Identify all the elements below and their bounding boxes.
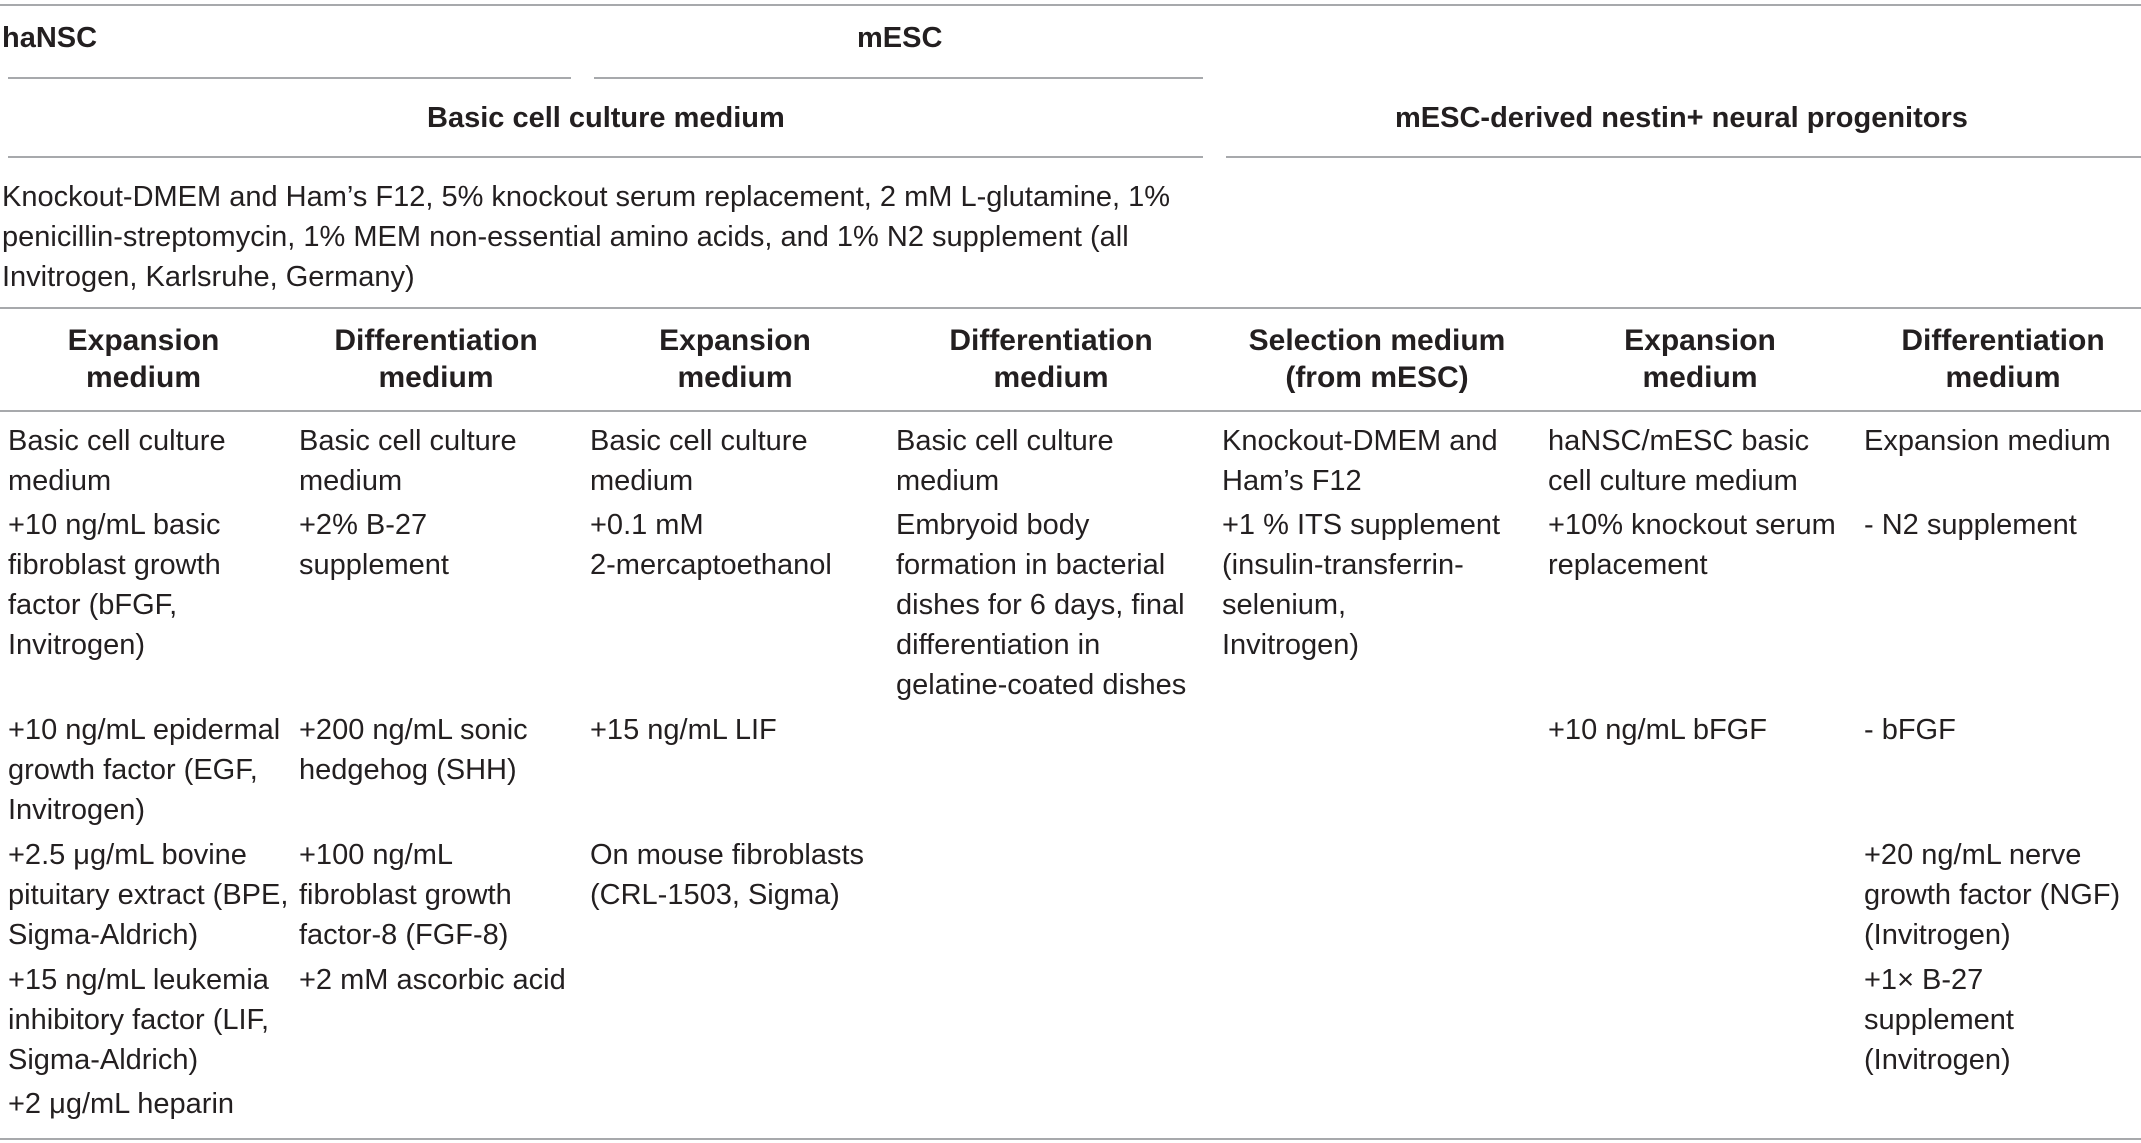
cell-line: (Invitrogen): [1864, 1044, 2011, 1076]
column-header-hansc-expansion: Expansion medium: [67, 324, 220, 394]
cell-line: +2 μg/mL heparin: [8, 1088, 235, 1120]
cell-line: +10 ng/mL epidermal: [8, 714, 281, 746]
progenitors-rule: [1226, 156, 2141, 158]
cell-line: fibroblast growth: [8, 549, 221, 581]
table-cell: [8, 710, 280, 830]
cell-line: Basic cell culture: [896, 425, 1114, 457]
cell-line: supplement: [299, 549, 449, 581]
table-cell: [8, 835, 288, 955]
table-cell: [1864, 960, 2014, 1080]
cell-line: Invitrogen): [1222, 629, 1360, 661]
cell-line: Embryoid body: [896, 509, 1090, 541]
cell-line: +2.5 μg/mL bovine: [8, 839, 247, 871]
cell-line: factor-8 (FGF-8): [299, 919, 509, 951]
table-cell: [8, 960, 269, 1080]
cell-line: +200 ng/mL sonic: [299, 714, 528, 746]
cell-line: +100 ng/mL: [299, 839, 453, 871]
mesc-header: mESC: [857, 22, 943, 54]
table-cell: [1548, 421, 1809, 501]
cell-line: Basic cell culture: [590, 425, 808, 457]
bottom-rule: [0, 1138, 2141, 1140]
cell-line: - N2 supplement: [1864, 509, 2077, 541]
cell-line: +15 ng/mL leukemia: [8, 964, 269, 996]
table-cell: [1864, 505, 2077, 545]
cell-line: medium: [590, 465, 694, 497]
column-header-selection: Selection medium (from mESC): [1248, 324, 1506, 394]
cell-line: supplement: [1864, 1004, 2014, 1036]
table-cell: [896, 505, 1186, 705]
cell-line: +2 mM ascorbic acid: [299, 964, 566, 996]
cell-line: medium: [8, 465, 112, 497]
cell-line: +10 ng/mL bFGF: [1548, 714, 1767, 746]
cell-line: growth factor (EGF,: [8, 754, 258, 786]
description-rule: [0, 307, 2141, 309]
cell-line: Invitrogen): [8, 629, 146, 661]
cell-line: inhibitory factor (LIF,: [8, 1004, 270, 1036]
table-cell: [1864, 710, 1956, 750]
description-line: Knockout-DMEM and Ham’s F12, 5% knockout serum replacement, 2 mM L-glutamine, 1%: [2, 181, 1171, 213]
cell-line: growth factor (NGF): [1864, 879, 2121, 911]
cell-line: +1× B-27: [1864, 964, 1984, 996]
cell-line: dishes for 6 days, final: [896, 589, 1185, 621]
cell-line: (CRL-1503, Sigma): [590, 879, 840, 911]
table-cell: [590, 835, 864, 915]
cell-line: +2% B-27: [299, 509, 428, 541]
cell-line: +1 % ITS supplement: [1222, 509, 1501, 541]
column-header-mesc-expansion: Expansion medium: [659, 324, 811, 394]
column-header-progenitor-differentiation: Differentiation medium: [1901, 324, 2105, 394]
cell-line: replacement: [1548, 549, 1708, 581]
table-cell: [590, 505, 832, 585]
description-line: Invitrogen, Karlsruhe, Germany): [2, 261, 415, 293]
cell-line: (insulin-transferrin-: [1222, 549, 1464, 581]
mesc-group-rule: [594, 77, 1203, 79]
cell-line: fibroblast growth: [299, 879, 512, 911]
hansc-group-rule: [8, 77, 571, 79]
column-header-hansc-differentiation: Differentiation medium: [334, 324, 538, 394]
table-cell: [1864, 421, 2111, 461]
cell-line: +10% knockout serum: [1548, 509, 1836, 541]
progenitors-header: mESC-derived nestin+ neural progenitors: [1395, 102, 1968, 134]
description-line: penicillin-streptomycin, 1% MEM non-essential amino acids, and 1% N2 supplement (all: [2, 221, 1129, 253]
cell-line: +20 ng/mL nerve: [1864, 839, 2082, 871]
cell-line: Ham’s F12: [1222, 465, 1362, 497]
cell-line: Expansion medium: [1864, 425, 2111, 457]
column-header-mesc-differentiation: Differentiation medium: [949, 324, 1153, 394]
cell-line: formation in bacterial: [896, 549, 1166, 581]
table-cell: [1548, 710, 1767, 750]
table-cell: [299, 960, 566, 1000]
table-cell: [896, 421, 1114, 501]
cell-line: +15 ng/mL LIF: [590, 714, 777, 746]
cell-line: factor (bFGF,: [8, 589, 178, 621]
cell-line: Sigma-Aldrich): [8, 919, 199, 951]
cell-line: (Invitrogen): [1864, 919, 2011, 951]
cell-line: Invitrogen): [8, 794, 146, 826]
cell-line: gelatine-coated dishes: [896, 669, 1187, 701]
cell-line: differentiation in: [896, 629, 1101, 661]
column-header-progenitor-expansion: Expansion medium: [1624, 324, 1776, 394]
cell-line: pituitary extract (BPE,: [8, 879, 289, 911]
cell-line: - bFGF: [1864, 714, 1956, 746]
cell-line: Sigma-Aldrich): [8, 1044, 199, 1076]
cell-line: medium: [896, 465, 1000, 497]
cell-line: On mouse fibroblasts: [590, 839, 865, 871]
table-cell: [299, 421, 517, 501]
table-cell: [1548, 505, 1836, 585]
cell-line: medium: [299, 465, 403, 497]
cell-line: 2-mercaptoethanol: [590, 549, 832, 581]
table-cell: [590, 421, 808, 501]
table-cell: [8, 1084, 234, 1124]
table-cell: [590, 710, 777, 750]
cell-line: Basic cell culture: [8, 425, 226, 457]
table-cell: [1864, 835, 2120, 955]
cell-line: Knockout-DMEM and: [1222, 425, 1498, 457]
table-cell: [1222, 505, 1500, 665]
table-cell: [299, 835, 512, 955]
cell-line: Basic cell culture: [299, 425, 517, 457]
table-cell: [299, 710, 528, 790]
top-rule: [0, 4, 2141, 6]
table-cell: [299, 505, 449, 585]
table-cell: [1222, 421, 1498, 501]
cell-line: cell culture medium: [1548, 465, 1798, 497]
basic-medium-header: Basic cell culture medium: [427, 102, 785, 134]
cell-line: +0.1 mM: [590, 509, 704, 541]
column-header-rule: [0, 410, 2141, 412]
basic-medium-description: [2, 177, 1170, 297]
cell-line: hedgehog (SHH): [299, 754, 517, 786]
cell-line: +10 ng/mL basic: [8, 509, 221, 541]
table-cell: [8, 421, 226, 501]
cell-line: selenium,: [1222, 589, 1347, 621]
cell-line: haNSC/mESC basic: [1548, 425, 1810, 457]
hansc-header: haNSC: [2, 22, 98, 54]
basic-medium-rule: [8, 156, 1203, 158]
table-cell: [8, 505, 221, 665]
